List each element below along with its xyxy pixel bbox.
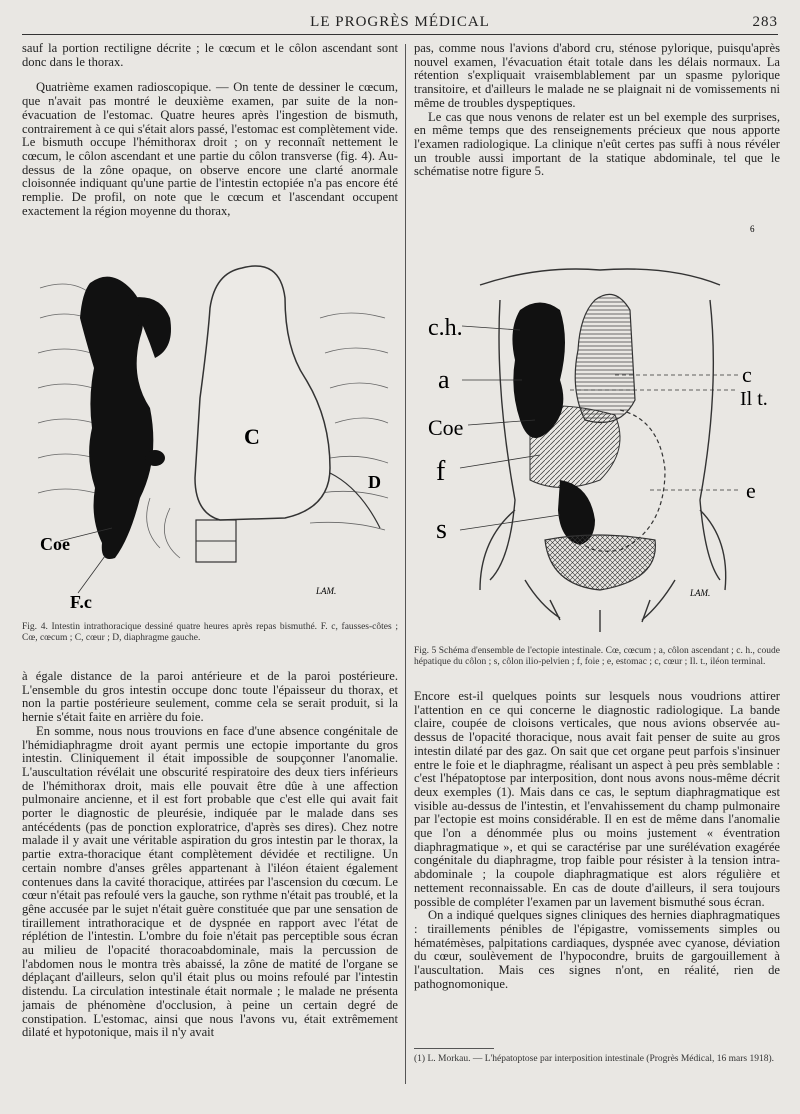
footnote: (1) L. Morkau. — L'hépatoptose par interposition intestinale (Progrès Médical, 16 mars 1918). [414, 1054, 774, 1064]
column-divider [405, 44, 406, 1084]
fig5-label-ch: c.h. [428, 315, 463, 341]
fig5-number: 6 [750, 224, 755, 234]
right-column-bottom [414, 690, 780, 991]
paragraph: Encore est-il quelques points sur lesquels nous voudrions attirer l'attention en ce qui concerne le diagnostic radiologique. La bande claire, coupée de cloisons verticales, que nous avions observée au-dessus de l'opacité thoracique, nous avait fait penser de suite au gros intestin dilaté par des gaz. On sait que cet organe peut parfois s'insinuer entre le foie et le diaphragme, réalisant un aspect à peu près semblable : c'est l'hépatoptose par interposition, dont nous avons nous-même décrit deux exemples (1). Mais dans ce cas, le septum diaphragmatique est visible au-dessus de l'intestin, et l'envahissement du champ pulmonaire par l'ectopie est moins considérable. Il en est de même dans l'anomalie que l'on a dénommée plus ou moins justement « éventration diaphragmatique », et qui se caractérise par une surélévation exagérée congénitale du diaphragme, trop faible pour résister à la tension intra-abdominale ; la coupole diaphragmatique est alors régulière et nettement reconnaissable. En cas de doute d'ailleurs, il sera toujours possible de compléter l'examen par un lavement bismuthé sous écran. [414, 689, 780, 909]
paragraph: sauf la portion rectiligne décrite ; le cœcum et le côlon ascendant sont donc dans le thorax. [22, 41, 398, 69]
fig4-label-c: C [244, 424, 260, 449]
fig5-label-s: s [436, 514, 447, 545]
page-number: 283 [752, 14, 778, 30]
paragraph: On a indiqué quelques signes cliniques des hernies diaphragmatiques : tiraillements pénibles de l'épigastre, vomissements simples ou hématémèses, palpitations cardiaques, dyspnée avec cyanose, déviation du cœur, soulèvement de l'hypocondre, bruits de gargouillement à l'auscultation. Mais ces signes n'ont, en réalité, rien de pathognomonique. [414, 908, 780, 991]
fig5-label-f: f [436, 456, 446, 487]
left-column-bottom [22, 670, 398, 1040]
figure-4-caption: Fig. 4. Intestin intrathoracique dessiné quatre heures après repas bismuthé. F. c, fausses-côtes ; Cœ, cœcum ; C, cœur ; D, diaphragme gauche. [22, 622, 398, 643]
fig4-label-d: D [368, 472, 381, 492]
page-header [22, 8, 778, 35]
figure-5-drawing [420, 224, 780, 640]
footnote-rule [414, 1048, 494, 1049]
paragraph: En somme, nous nous trouvions en face d'une absence congénitale de l'hémidiaphragme droit ayant permis une ectopie importante du gros intestin. Cliniquement il était impossible de soupçonner l'anomalie. L'auscultation révélait une obscurité respiratoire des deux tiers inférieurs de l'hémithorax droit, mais elle pouvait être dûe à une affection pulmonaire ancienne, et il est fort probable que c'est elle qui avait fait porter le diagnostic de pleurésie, indiquée par le malade dans ses antécédents (pas de ponction exploratrice, d'après ses dires). Chez notre malade il y avait une véritable aspiration du gros intestin par le thorax, la partie extra-thoracique étant complètement dévidée et rectiligne. Un certain nombre d'anses grêles appartenant à l'iléon étaient également contenues dans la cavité thoracique, attirées par l'ascension du cœcum. Le cœur n'était pas refoulé vers la gauche, son rythme n'était pas troublé, et la gêne accusée par le sujet n'était guère constituée que par une sensation de tiraillement intrathoracique et de dyspnée en rapport avec l'état de réplétion de l'intestin. L'ombre du foie n'était pas perceptible sous écran au milieu de l'opacité thoracoabdominale, mais la percussion de l'abdomen nous le montra très abaissé, la zône de matité de l'organe se déplaçant d'ailleurs, selon qu'il était plus ou moins refoulé par l'intestin distendu. La circulation intestinale était normale ; le malade ne présenta jamais de phénomène d'occlusion, à peine un certain degré de constipation. L'estomac, ainsi que nous l'avons vu, était extrêmement dilaté et hypotonique, mais il n'y avait [22, 723, 398, 1040]
fig5-signature: LAM. [690, 588, 711, 598]
figure-4-drawing [30, 258, 394, 616]
fig5-label-c: c [742, 362, 752, 387]
paragraph: Quatrième examen radioscopique. — On tente de dessiner le cœcum, que n'avait pas montré le deuxième examen, par suite de la non-évacuation de l'estomac. Quatre heures après l'ingestion de bismuth, contrairement à ce qui s'était alors passé, l'estomac est complètement vide. Le bismuth occupe l'hémithorax droit ; on y reconnaît nettement le cœcum, le côlon ascendant et une partie du côlon transverse (fig. 4). Au-dessus de la zône opaque, on observe encore une clarté anormale cloisonnée indiquant qu'une partie de l'intestin ectopiée n'a pas encore été remplie. De profil, on note que le cœcum et l'ascendant occupent exactement la région moyenne du thorax, [22, 80, 398, 218]
fig5-label-e: e [746, 478, 756, 503]
right-column-top [414, 42, 780, 179]
paragraph: Le cas que nous venons de relater est un bel exemple des surprises, en même temps que des renseignements précieux que nous apporte l'examen radiologique. La clinique n'eût certes pas suffi à nous révéler un trouble aussi important de la statique abdominale, tel que le schématise notre figure 5. [414, 109, 780, 179]
paragraph: à égale distance de la paroi antérieure et de la paroi postérieure. L'ensemble du gros intestin occupe donc toute l'épaisseur du thorax, et non la partie postérieure seulement, comme cela se serait produit, si la hernie s'était faite en arrière du foie. [22, 669, 398, 725]
fig5-label-a: a [438, 365, 450, 394]
left-column-top [22, 42, 398, 218]
fig4-label-coe: Coe [40, 534, 70, 554]
fig4-label-fc: F.c [70, 592, 92, 612]
figure-5-caption: Fig. 5 Schéma d'ensemble de l'ectopie intestinale. Cœ, cœcum ; a, côlon ascendant ; c. h., coude hépatique du côlon ; s, côlon ilio-pelvien ; f, foie ; e, estomac ; c, cœur ; Il. t., iléon terminal. [414, 646, 780, 667]
journal-title: LE PROGRÈS MÉDICAL [310, 14, 490, 30]
paragraph: pas, comme nous l'avions d'abord cru, sténose pylorique, puisqu'après nouvel examen, l'évacuation était totale dans les délais normaux. La rétention s'expliquait vraisemblablement par un spasme pylorique transitoire, et d'ailleurs le malade ne se plaignait ni de vomissements ni même de troubles dyspeptiques. [414, 41, 780, 110]
fig5-label-il: Il t. [740, 388, 768, 410]
fig4-signature: LAM. [316, 586, 337, 596]
fig5-label-coe: Coe [428, 415, 464, 440]
